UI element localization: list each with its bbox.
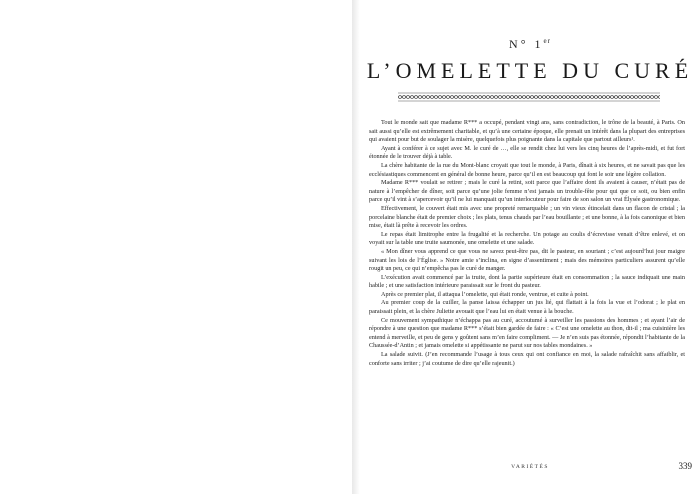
chapter-number	[360, 37, 700, 52]
book-gutter	[352, 0, 360, 494]
paragraph: La chère habitante de la rue du Mont-blanc croyait que tout le monde, à Paris, dînait à six heures, et ne savait pas que les ecclésiastiques commencent en général de bonne heure, parce qu’il en est beaucoup qui font le soir une légère collation.	[369, 161, 685, 178]
chapter-number-suffix: er	[543, 37, 551, 45]
paragraph: « Mon dîner vous apprend ce que vous ne savez peut-être pas, dit le pasteur, en souriant ; c’est aujourd’hui jour maigre suivant les lois de l’Église. » Notre amie s’inclina, en signe d’assentiment ; mais des mémoires particuliers assurent qu’elle rougit un peu, ce qui n’empêcha pas le curé de manger.	[369, 247, 685, 273]
paragraph: Madame R*** voulait se retirer ; mais le curé la retint, soit parce que l’affaire dont ils avaient à causer, n’était pas de nature à l’empêcher de dîner, soit parce qu’une jolie femme n’est jamais un trouble-fête pour qui que ce soit, ou bien enfin parce qu’il vint à s’apercevoir qu’il ne lui manquait qu’un interlocuteur pour faire de son salon un vrai Élysée gastronomique.	[369, 179, 685, 204]
paragraph: Effectivement, le couvert était mis avec une propreté remarquable ; un vin vieux étincelait dans un flacon de cristal ; la porcelaine blanche était de premier choix ; les plats, tenus chauds par l’eau bouillante ; et une bonne, à la fois canonique et bien mise, était là prête à recevoir les ordres.	[369, 204, 685, 230]
paragraph: Tout le monde sait que madame R*** a occupé, pendant vingt ans, sans contradiction, le trône de la beauté, à Paris. On sait aussi qu’elle est extrêmement charitable, et qu’à une certaine époque, elle prenait un intérêt dans la plupart des entreprises qui avaient pour but de soulager la misère, quelquefois plus poignante dans la capitale que partout ailleurs¹.	[369, 119, 685, 144]
right-page	[360, 0, 700, 494]
running-footer-section: VARIÉTÉS	[511, 464, 549, 470]
page-number: 339	[678, 461, 692, 471]
body-text	[369, 119, 685, 368]
chapter-number-prefix: N° 1	[509, 37, 544, 51]
paragraph: La salade suivit. (J’en recommande l’usage à tous ceux qui ont confiance en moi, la salade rafraîchit sans affaiblir, et conforte sans irriter ; j’ai coutume de dire qu’elle rajeunit.)	[369, 351, 685, 367]
paragraph: Après ce premier plat, il attaqua l’omelette, qui était ronde, ventrue, et cuite à point.	[381, 290, 589, 298]
paragraph: Le repas était limitrophe entre la frugalité et la recherche. Un potage au coulis d’écrevisse venait d’être enlevé, et on voyait sur la table une truite saumonée, une omelette et une salade.	[369, 230, 685, 247]
chapter-title: L’OMELETTE DU CURÉ	[366, 58, 694, 83]
paragraph: Ce mouvement sympathique n’échappa pas au curé, accoutumé à surveiller les passions des hommes ; et ayant l’air de répondre à une question que madame R*** s’était bien gardée de faire : « C’est une omelette au thon, dit-il ; ma cuisinière les entend à merveille, et peu de gens y goûtent sans m’en faire compliment. — Je n’en suis pas étonnée, répondit l’habitante de la Chaussée-d’Antin ; et jamais omelette si appétissante ne parut sur nos tables mondaines. »	[369, 316, 685, 350]
wavy-ornament-divider	[398, 92, 660, 102]
paragraph: Au premier coup de la cuiller, la panse laissa échapper un jus lié, qui flattait à la fois la vue et l’odorat ; le plat en paraissait plein, et la chère Juliette avouait que l’eau lui en était venue à la bouche.	[369, 299, 685, 316]
paragraph: L’exécution avait commencé par la truite, dont la partie supérieure était en consommation ; la sauce indiquait une main habile ; et une satisfaction intérieure paraissait sur le front du pasteur.	[369, 273, 685, 290]
paragraph: Ayant à conférer à ce sujet avec M. le curé de …, elle se rendit chez lui vers les cinq heures de l’après-midi, et fut fort étonnée de le trouver déjà à table.	[369, 144, 685, 161]
